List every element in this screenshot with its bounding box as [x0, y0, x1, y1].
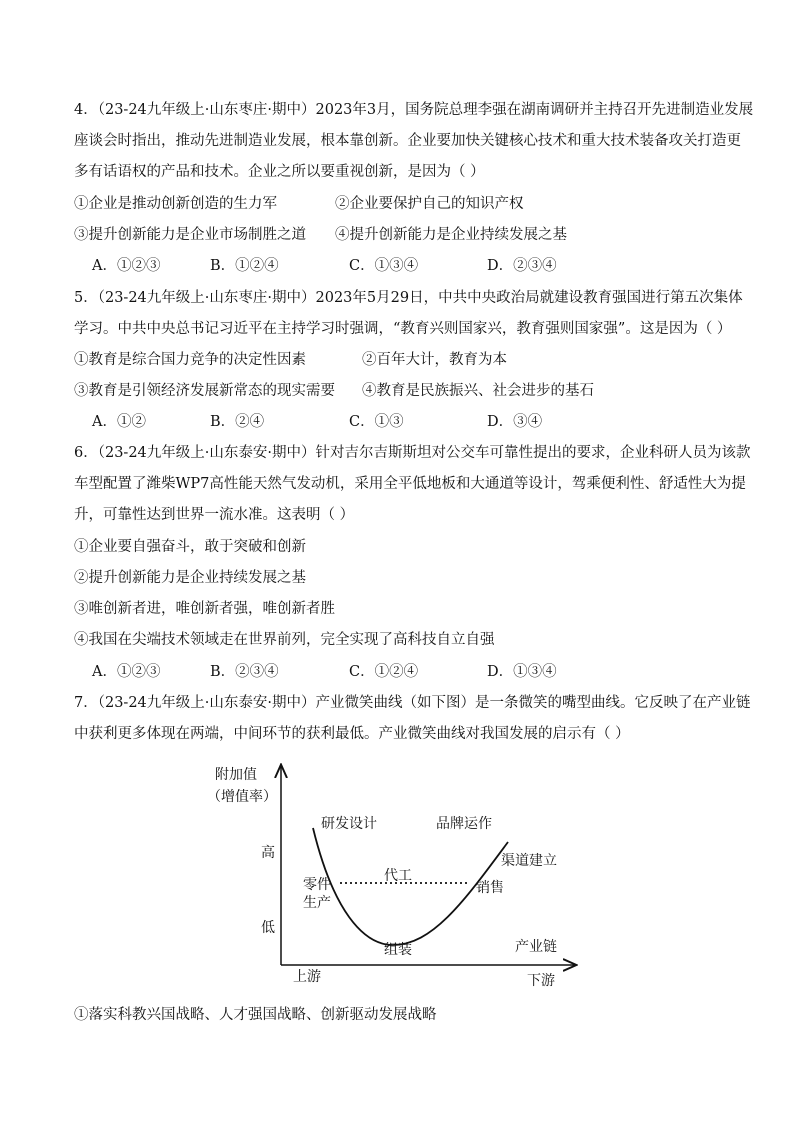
x-axis-label: 产业链 [515, 939, 557, 955]
label-assembly: 组装 [384, 942, 412, 958]
q6-choice-c[interactable]: C．①②④ [349, 664, 419, 680]
label-rd: 研发设计 [321, 816, 377, 832]
label-low: 低 [261, 920, 275, 936]
q6-stem-line-3: 升，可靠性达到世界一流水准。这表明（ ） [74, 507, 355, 523]
q6-choice-b[interactable]: B．②③④ [210, 664, 279, 680]
q6-choice-a[interactable]: A．①②③ [92, 664, 161, 680]
q6-statement-3: ③唯创新者进，唯创新者强，唯创新者胜 [74, 601, 335, 617]
q4-stem-line-3: 多有话语权的产品和技术。企业之所以要重视创新，是因为（ ） [74, 164, 485, 180]
y-axis-label: 附加值 [215, 767, 257, 783]
q4-statement-3: ③提升创新能力是企业市场制胜之道 [74, 227, 306, 243]
q6-stem-line-2: 车型配置了潍柴WP7高性能天然气发动机，采用全平低地板和大通道等设计，驾乘便利性、舒适性大为提 [74, 476, 746, 492]
q4-choice-d[interactable]: D．②③④ [487, 258, 557, 274]
q5-statement-4: ④教育是民族振兴、社会进步的基石 [362, 383, 594, 399]
q5-stem-line-2: 学习。中共中央总书记习近平在主持学习时强调，“教育兴则国家兴，教育强则国家强”。这是因为（ ） [74, 321, 732, 337]
label-brand: 品牌运作 [436, 816, 492, 832]
q7-stem-line-1: 7．（23-24九年级上·山东泰安·期中）产业微笑曲线（如下图）是一条微笑的嘴型曲线。它反映了在产业链 [74, 695, 751, 711]
q4-statement-1: ①企业是推动创新创造的生力军 [74, 196, 277, 212]
q4-choice-a[interactable]: A．①②③ [92, 258, 161, 274]
label-sales: 销售 [476, 880, 504, 896]
q7-stem-line-2: 中获利更多体现在两端，中间环节的获利最低。产业微笑曲线对我国发展的启示有（ ） [74, 726, 630, 742]
q6-choice-d[interactable]: D．①③④ [487, 664, 557, 680]
label-channel: 渠道建立 [501, 853, 557, 869]
q5-statement-3: ③教育是引领经济发展新常态的现实需要 [74, 383, 335, 399]
q5-stem-line-1: 5．（23-24九年级上·山东枣庄·期中）2023年5月29日，中共中央政治局就建设教育强国进行第五次集体 [74, 290, 743, 306]
q7-statement-1: ①落实科教兴国战略、人才强国战略、创新驱动发展战略 [74, 1007, 437, 1023]
q4-statement-4: ④提升创新能力是企业持续发展之基 [335, 227, 567, 243]
label-upstream: 上游 [293, 969, 321, 985]
q6-statement-1: ①企业要自强奋斗，敢于突破和创新 [74, 539, 306, 555]
q4-statement-2: ②企业要保护自己的知识产权 [335, 196, 524, 212]
q4-stem-line-2: 座谈会时指出，推动先进制造业发展，根本靠创新。企业要加快关键核心技术和重大技术装备攻关打造更 [74, 133, 741, 149]
label-high: 高 [261, 845, 275, 861]
q6-stem-line-1: 6．（23-24九年级上·山东泰安·期中）针对吉尔吉斯斯坦对公交车可靠性提出的要求，企业科研人员为该款 [74, 445, 751, 461]
q6-statement-4: ④我国在尖端技术领域走在世界前列，完全实现了高科技自立自强 [74, 632, 495, 648]
label-parts-1: 零件 [303, 877, 331, 893]
label-downstream: 下游 [527, 973, 555, 989]
y-axis-label-sub: （增值率） [207, 789, 277, 805]
label-parts-2: 生产 [303, 895, 331, 911]
q4-choice-b[interactable]: B．①②④ [210, 258, 279, 274]
smile-curve-figure [205, 760, 595, 990]
q5-choice-c[interactable]: C．①③ [349, 414, 404, 430]
q4-stem-line-1: 4．（23-24九年级上·山东枣庄·期中）2023年3月，国务院总理李强在湖南调研并主持召开先进制造业发展 [74, 102, 754, 118]
q5-choice-d[interactable]: D．③④ [487, 414, 543, 430]
label-oem: 代工 [384, 868, 412, 884]
q5-statement-1: ①教育是综合国力竞争的决定性因素 [74, 352, 306, 368]
q5-choice-b[interactable]: B．②④ [210, 414, 265, 430]
q4-choice-c[interactable]: C．①③④ [349, 258, 419, 274]
q6-statement-2: ②提升创新能力是企业持续发展之基 [74, 570, 306, 586]
q5-choice-a[interactable]: A．①② [92, 414, 146, 430]
q5-statement-2: ②百年大计，教育为本 [362, 352, 507, 368]
